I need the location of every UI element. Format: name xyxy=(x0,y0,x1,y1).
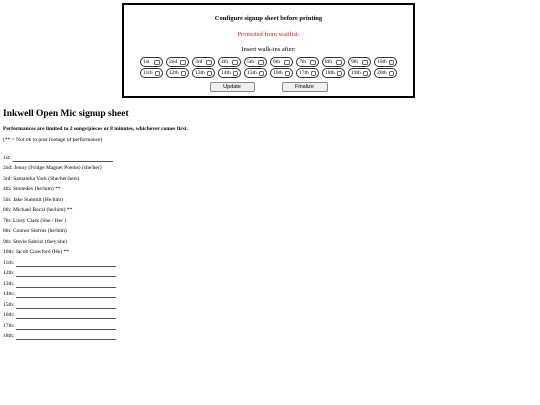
walkin-slot-label: 15th xyxy=(247,70,257,76)
performer-slot xyxy=(3,288,533,299)
performer-slot-label: 1st: xyxy=(3,154,11,161)
performer-slot-label: 12th: xyxy=(3,270,15,276)
performer-slot xyxy=(3,277,533,288)
walkin-slot-row xyxy=(140,57,397,67)
performance-limits-text: Performances are limited to 2 songs/pieces or 8 minutes, whichever comes first. xyxy=(3,126,188,132)
walkin-slot-option[interactable] xyxy=(270,68,293,78)
walkin-slot-label: 19th xyxy=(351,70,361,76)
blank-signup-line xyxy=(13,154,113,162)
walkin-slot-checkbox[interactable] xyxy=(337,71,342,76)
walkin-slot-label: 8th xyxy=(325,59,333,65)
walkin-slot-option[interactable] xyxy=(166,68,189,78)
performer-name: Jenny (Fridge Magnet Poems) (she/her) xyxy=(14,165,102,171)
blank-signup-line xyxy=(16,332,116,340)
performer-slot-label: 15th: xyxy=(3,301,15,308)
walkin-slot-label: 13th xyxy=(195,70,205,76)
walkin-slot-option[interactable] xyxy=(140,68,163,78)
walkin-slot-checkbox[interactable] xyxy=(336,60,342,65)
performer-slot-label: 5th: xyxy=(3,196,12,203)
performer-slot-label: 3rd: xyxy=(3,175,12,182)
performer-slot xyxy=(3,151,533,162)
walkin-slot-label: 5th xyxy=(247,59,255,65)
walkin-slot-label: 20th xyxy=(377,70,387,76)
walkin-slot-checkbox[interactable] xyxy=(285,71,290,76)
performer-slot-label: 4th: xyxy=(3,186,12,192)
performer-slot xyxy=(3,330,533,341)
performer-slot-label: 16th: xyxy=(3,312,15,318)
performer-name: Stonedex (he/him) ** xyxy=(12,186,61,192)
walkin-slot-grid xyxy=(124,57,413,78)
performer-slot xyxy=(3,204,533,215)
walkin-slot-label: 4th xyxy=(221,59,229,65)
performer-slot-label: 18th: xyxy=(3,333,15,339)
walkin-slot-checkbox[interactable] xyxy=(154,60,160,65)
walkin-slot-checkbox[interactable] xyxy=(310,60,316,65)
walkin-slot-label: 1st xyxy=(143,59,150,65)
walkin-slot-option[interactable] xyxy=(244,57,267,67)
performer-slot xyxy=(3,172,533,183)
performer-name: Michael Boczi (he/him) ** xyxy=(12,207,73,213)
walkin-slot-label: 7th xyxy=(299,59,307,65)
walkin-slot-label: 17th xyxy=(299,70,309,76)
walkin-slot-checkbox[interactable] xyxy=(389,60,394,65)
walkin-slot-label: 11th xyxy=(143,70,153,76)
walkin-slot-option[interactable] xyxy=(192,68,215,78)
walkin-slot-option[interactable] xyxy=(374,57,397,67)
performer-name: Connor Storms (he/him) xyxy=(12,228,67,234)
walkin-slot-option[interactable] xyxy=(140,57,163,67)
walkin-slot-checkbox[interactable] xyxy=(284,60,290,65)
performer-slot-label: 13th: xyxy=(3,280,15,287)
walkin-slot-label: 16th xyxy=(273,70,283,76)
walkin-slot-option[interactable] xyxy=(348,68,371,78)
insert-walkins-label: Insert walk-ins after: xyxy=(241,46,296,53)
performer-name: Samantha York (She/her/hers) xyxy=(13,175,80,182)
performer-name: Jake Summit (He/him) xyxy=(12,196,64,203)
walkin-slot-checkbox[interactable] xyxy=(362,60,368,65)
walkin-slot-checkbox[interactable] xyxy=(206,60,212,65)
walkin-slot-checkbox[interactable] xyxy=(180,60,186,65)
walkin-slot-label: 2nd xyxy=(169,59,178,65)
performer-slot-label: 8th: xyxy=(3,228,12,234)
walkin-slot-option[interactable] xyxy=(322,57,345,67)
performer-slot xyxy=(3,193,533,204)
blank-signup-line xyxy=(16,301,116,309)
performer-slot-list xyxy=(3,151,533,340)
performer-name: Linsy Clark (She / Her ) xyxy=(12,217,67,224)
performer-slot xyxy=(3,298,533,309)
performer-slot-label: 10th: xyxy=(3,249,15,255)
performer-slot-label: 2nd: xyxy=(3,165,13,171)
blank-signup-line xyxy=(16,280,116,288)
walkin-slot-option[interactable] xyxy=(218,68,241,78)
walkin-slot-option[interactable] xyxy=(192,57,215,67)
walkin-slot-checkbox[interactable] xyxy=(363,71,368,76)
performer-slot xyxy=(3,267,533,278)
performer-slot xyxy=(3,235,533,246)
performer-slot-label: 11th: xyxy=(3,259,15,266)
walkin-slot-option[interactable] xyxy=(166,57,189,67)
blank-signup-line xyxy=(16,290,116,298)
walkin-slot-label: 18th xyxy=(325,70,335,76)
performer-slot xyxy=(3,162,533,173)
performer-name: Jacob Crawford (He) ** xyxy=(15,249,69,255)
walkin-slot-checkbox[interactable] xyxy=(232,60,238,65)
walkin-slot-checkbox[interactable] xyxy=(233,71,238,76)
config-panel xyxy=(122,3,415,98)
sheet-title: Inkwell Open Mic signup sheet xyxy=(3,109,129,119)
walkin-slot-option[interactable] xyxy=(322,68,345,78)
walkin-slot-option[interactable] xyxy=(270,57,293,67)
performer-slot-label: 9th: xyxy=(3,238,12,245)
walkin-slot-checkbox[interactable] xyxy=(258,60,264,65)
performer-slot xyxy=(3,319,533,330)
config-title: Configure signup sheet before printing xyxy=(214,15,323,22)
blank-signup-line xyxy=(16,259,116,267)
walkin-slot-option[interactable] xyxy=(296,68,319,78)
walkin-slot-checkbox[interactable] xyxy=(155,71,160,76)
performer-slot-label: 7th: xyxy=(3,217,12,224)
walkin-slot-option[interactable] xyxy=(348,57,371,67)
performer-slot xyxy=(3,246,533,257)
walkin-slot-option[interactable] xyxy=(244,68,267,78)
performer-slot-label: 6th: xyxy=(3,207,12,213)
walkin-slot-label: 3rd xyxy=(195,59,203,65)
walkin-slot-checkbox[interactable] xyxy=(259,71,264,76)
walkin-slot-checkbox[interactable] xyxy=(389,71,394,76)
performer-slot xyxy=(3,309,533,320)
performer-slot xyxy=(3,214,533,225)
walkin-slot-row xyxy=(140,68,397,78)
performer-slot-label: 17th: xyxy=(3,322,15,329)
walkin-slot-label: 14th xyxy=(221,70,231,76)
performer-name: Stevie Sabrizi (they/she) xyxy=(12,238,68,245)
walkin-slot-option[interactable] xyxy=(218,57,241,67)
performer-slot xyxy=(3,183,533,194)
finalize-button[interactable]: Finalize xyxy=(282,82,328,92)
signup-sheet xyxy=(3,108,533,340)
blank-signup-line xyxy=(16,311,116,319)
performer-slot xyxy=(3,225,533,236)
walkin-slot-option[interactable] xyxy=(374,68,397,78)
walkin-slot-checkbox[interactable] xyxy=(311,71,316,76)
footage-note: (** = Not ok to post footage of performance) xyxy=(3,137,103,143)
walkin-slot-label: 6th xyxy=(273,59,281,65)
walkin-slot-label: 10th xyxy=(377,59,387,65)
blank-signup-line xyxy=(16,322,116,330)
walkin-slot-label: 9th xyxy=(351,59,359,65)
promoted-from-waitlist-text: Promoted from waitlist: xyxy=(237,31,300,38)
walkin-slot-option[interactable] xyxy=(296,57,319,67)
performer-slot-label: 14th: xyxy=(3,291,15,297)
walkin-slot-checkbox[interactable] xyxy=(181,71,186,76)
update-button[interactable]: Update xyxy=(210,82,255,92)
walkin-slot-checkbox[interactable] xyxy=(207,71,212,76)
walkin-slot-label: 12th xyxy=(169,70,179,76)
blank-signup-line xyxy=(16,269,116,277)
performer-slot xyxy=(3,256,533,267)
